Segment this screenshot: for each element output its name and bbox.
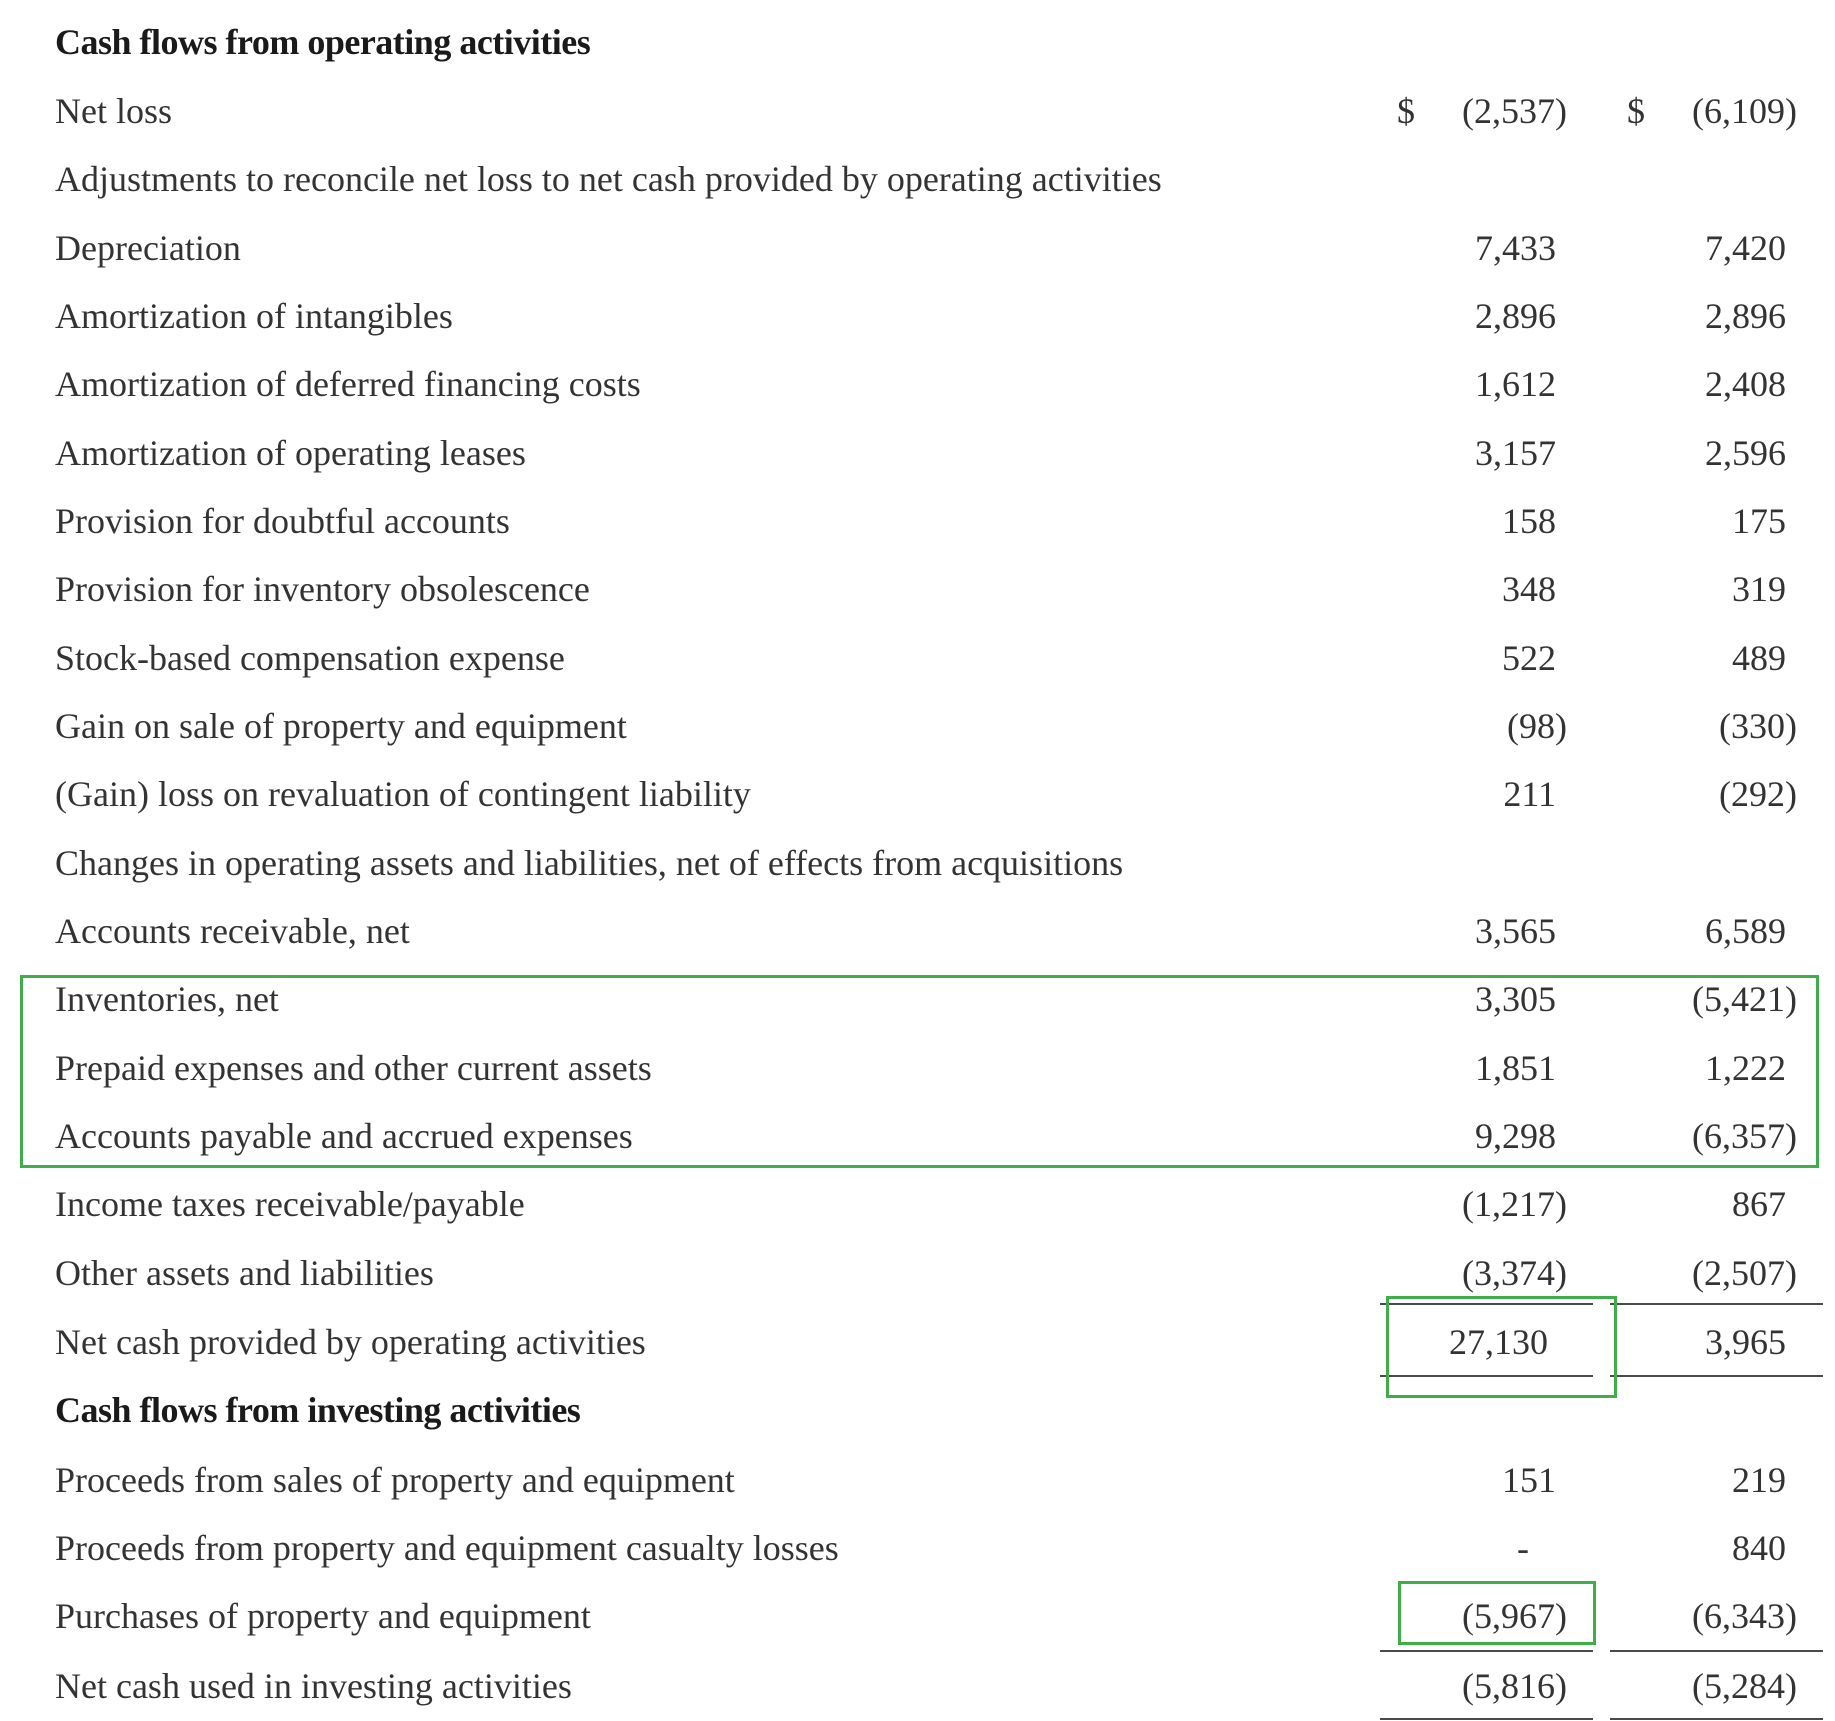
value-col1: (5,967) (1462, 1596, 1567, 1636)
row-label: Depreciation (55, 228, 241, 268)
value-col1: 9,298 (1475, 1116, 1556, 1156)
value-col1: 27,130 (1449, 1322, 1548, 1362)
value-col1: 7,433 (1475, 228, 1556, 268)
value-col2: 2,408 (1705, 364, 1786, 404)
value-col2: (5,284) (1692, 1666, 1797, 1706)
row-label: Amortization of deferred financing costs (55, 364, 641, 404)
table-row (0, 760, 1835, 828)
table-row (0, 487, 1835, 555)
value-col2: 1,222 (1705, 1048, 1786, 1088)
row-label: (Gain) loss on revaluation of contingent liability (55, 774, 751, 814)
highlight-box-working-capital (20, 975, 1819, 1168)
subtotal-rule-col1 (1380, 1650, 1593, 1652)
table-row (0, 1170, 1835, 1238)
value-col1: 211 (1503, 774, 1556, 814)
table-row-net-loss (0, 77, 1835, 145)
subsection-label-adjustments (0, 145, 1835, 213)
value-col2: 219 (1732, 1460, 1786, 1500)
value-col2: 3,965 (1705, 1322, 1786, 1362)
total-rule-col2 (1610, 1718, 1823, 1720)
value-col2: (5,421) (1692, 979, 1797, 1019)
row-label: Amortization of operating leases (55, 433, 526, 473)
table-row (0, 555, 1835, 623)
table-row (0, 214, 1835, 282)
row-label: Provision for inventory obsolescence (55, 569, 590, 609)
value-col2: (292) (1719, 774, 1797, 814)
highlight-box-capex (1398, 1581, 1596, 1645)
currency-symbol-col2: $ (1627, 91, 1645, 131)
value-col2: 7,420 (1705, 228, 1786, 268)
section-heading-operating (0, 8, 1835, 76)
value-col1: 522 (1502, 638, 1556, 678)
table-row (0, 624, 1835, 692)
value-col1: (2,537) (1462, 91, 1567, 131)
row-label: Proceeds from property and equipment casualty losses (55, 1528, 839, 1568)
value-col2: (6,109) (1692, 91, 1797, 131)
row-label: Prepaid expenses and other current assets (55, 1048, 652, 1088)
table-row-total-investing (0, 1652, 1835, 1720)
row-label: Net cash provided by operating activities (55, 1322, 646, 1362)
subtotal-rule-col2 (1610, 1650, 1823, 1652)
value-col2: 840 (1732, 1528, 1786, 1568)
value-col1: 3,565 (1475, 911, 1556, 951)
table-row (0, 1514, 1835, 1582)
row-label: Amortization of intangibles (55, 296, 453, 336)
value-col1: (3,374) (1462, 1253, 1567, 1293)
row-label: Inventories, net (55, 979, 279, 1019)
row-label: Accounts receivable, net (55, 911, 410, 951)
value-col2: 2,896 (1705, 296, 1786, 336)
value-col2: 6,589 (1705, 911, 1786, 951)
value-col1: 348 (1502, 569, 1556, 609)
total-rule-col2 (1610, 1375, 1823, 1377)
value-col1: (1,217) (1462, 1184, 1567, 1224)
value-col1: 3,305 (1475, 979, 1556, 1019)
value-col1: 1,851 (1475, 1048, 1556, 1088)
row-label: Accounts payable and accrued expenses (55, 1116, 633, 1156)
value-col1: 1,612 (1475, 364, 1556, 404)
row-label: Adjustments to reconcile net loss to net cash provided by operating activities (55, 159, 1162, 199)
row-label: Income taxes receivable/payable (55, 1184, 525, 1224)
value-col1: 2,896 (1475, 296, 1556, 336)
row-label: Stock-based compensation expense (55, 638, 565, 678)
row-label: Gain on sale of property and equipment (55, 706, 627, 746)
value-col2: 489 (1732, 638, 1786, 678)
row-label: Proceeds from sales of property and equipment (55, 1460, 735, 1500)
row-label: Changes in operating assets and liabilities, net of effects from acquisitions (55, 843, 1124, 883)
total-rule-col1 (1380, 1718, 1593, 1720)
row-label: Net loss (55, 91, 172, 131)
value-col1: 151 (1502, 1460, 1556, 1500)
value-col2: (2,507) (1692, 1253, 1797, 1293)
table-row (0, 897, 1835, 965)
row-label: Cash flows from investing activities (55, 1390, 581, 1430)
table-row (0, 419, 1835, 487)
value-col1: 3,157 (1475, 433, 1556, 473)
value-col2: 2,596 (1705, 433, 1786, 473)
value-col2: 175 (1732, 501, 1786, 541)
row-label: Purchases of property and equipment (55, 1596, 591, 1636)
row-label: Cash flows from operating activities (55, 22, 591, 62)
table-row (0, 692, 1835, 760)
value-col2: (330) (1719, 706, 1797, 746)
currency-symbol-col1: $ (1397, 91, 1415, 131)
table-row (0, 1446, 1835, 1514)
value-col1: - (1517, 1528, 1529, 1568)
row-label: Other assets and liabilities (55, 1253, 434, 1293)
subsection-label-changes (0, 829, 1835, 897)
value-col2: 867 (1732, 1184, 1786, 1224)
table-row (0, 282, 1835, 350)
table-row (0, 350, 1835, 418)
row-label: Provision for doubtful accounts (55, 501, 510, 541)
value-col2: (6,343) (1692, 1596, 1797, 1636)
subtotal-rule-col2 (1610, 1303, 1823, 1305)
row-label: Net cash used in investing activities (55, 1666, 572, 1706)
value-col1: (98) (1507, 706, 1567, 746)
value-col1: 158 (1502, 501, 1556, 541)
highlight-box-operating-total (1386, 1296, 1617, 1398)
value-col2: (6,357) (1692, 1116, 1797, 1156)
value-col1: (5,816) (1462, 1666, 1567, 1706)
value-col2: 319 (1732, 569, 1786, 609)
